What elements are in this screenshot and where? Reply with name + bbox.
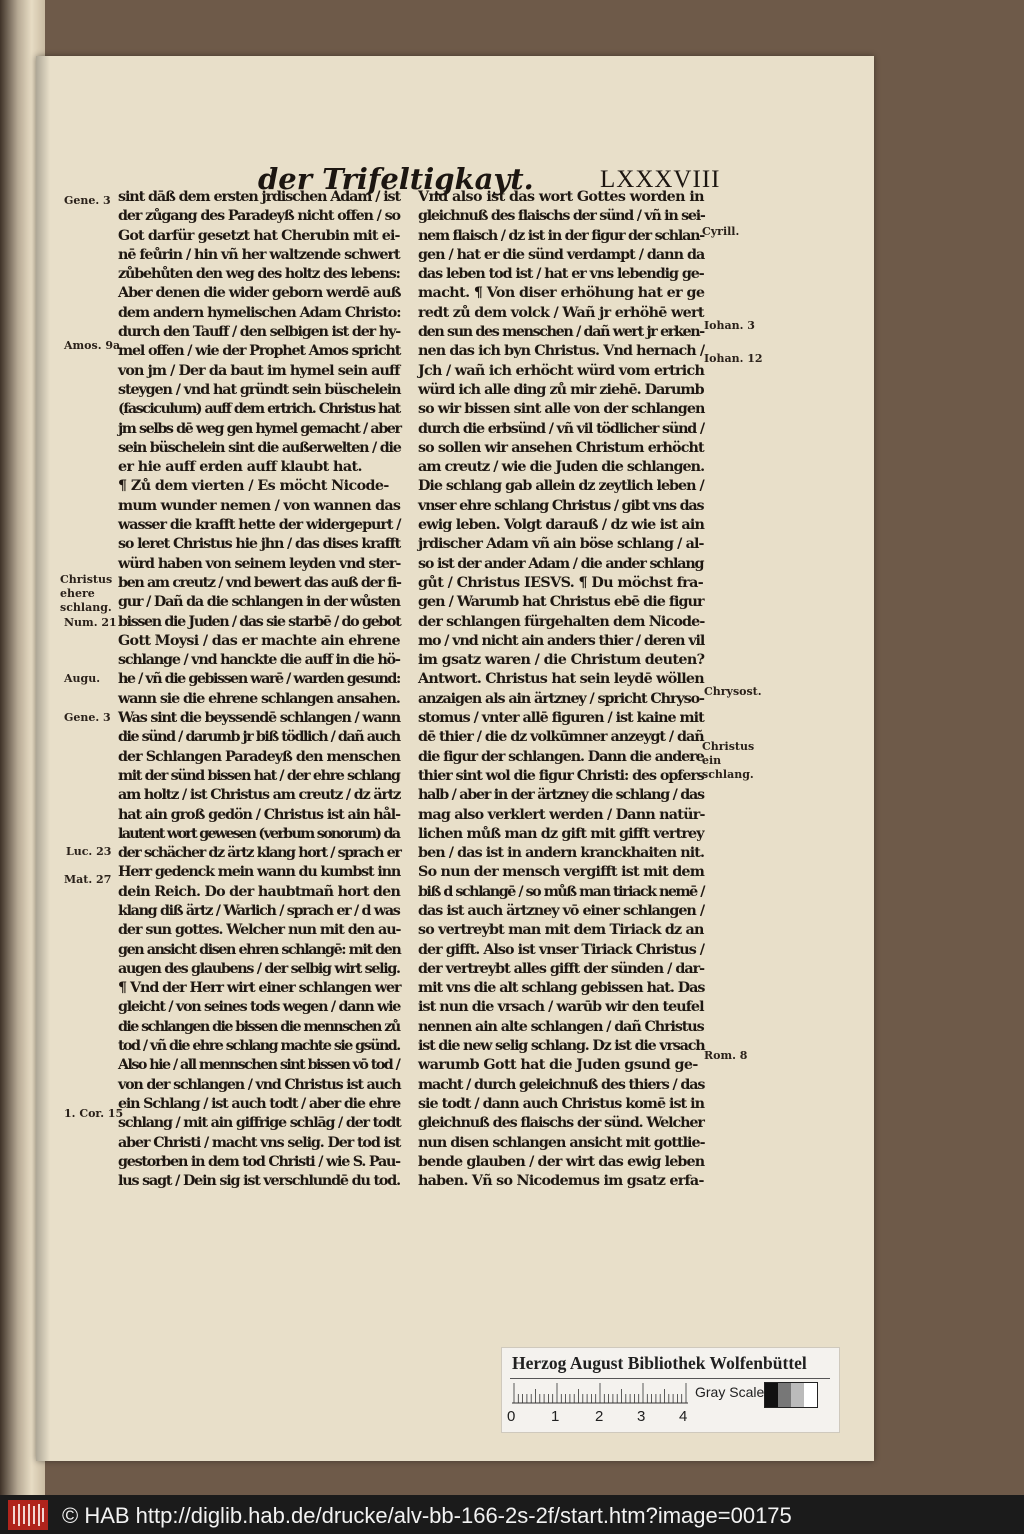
text-line: haben. Vñ so Nicodemus im gsatz erfa- <box>418 1173 704 1190</box>
text-line: gleicht / von seines tods wegen / dann wie <box>118 999 401 1016</box>
margin-note: Christus ein schlang. <box>702 740 755 781</box>
text-line: am creutz / wie die Juden die schlangen. <box>418 459 705 476</box>
text-line: würd haben von seinem leyden vnd ster- <box>118 555 401 572</box>
text-line: der schlangen fürgehalten dem Nicode- <box>418 613 705 630</box>
text-line: der gifft. Also ist vnser Tiriack Christus / <box>418 941 705 958</box>
text-line: so vertreybt man mit dem Tiriack dz an <box>418 922 704 939</box>
text-line: gleichnuß des flaischs der sünd / vñ in sei- <box>418 208 705 225</box>
text-line: hat ain groß gedön / Christus ist ain hål- <box>118 806 401 823</box>
text-line: gur / Dañ da die schlangen in der wůsten <box>118 594 400 611</box>
text-line: wasser die krafft hette der widergepurt / <box>118 517 401 534</box>
text-line: dē thier / die dz volkūmner anzeygt / dañ <box>418 729 704 746</box>
margin-note: Gene. 3 <box>64 194 111 207</box>
margin-note: Cyrill. <box>702 225 740 238</box>
text-line: bissen die Juden / das sie starbē / do gebot <box>118 613 401 630</box>
text-line: warumb Gott hat die Juden gsund ge- <box>418 1057 698 1074</box>
text-line: lus sagt / Dein sig ist verschlundē du tod. <box>118 1173 400 1190</box>
text-line: der vertreybt alles gifft der sünden / dar- <box>418 960 705 977</box>
text-line: gleichnuß des flaischs der sünd. Welcher <box>418 1115 704 1132</box>
margin-note: Iohan. 3 <box>704 319 755 332</box>
ruler-number: 4 <box>679 1408 688 1425</box>
gray-scale-swatch <box>764 1382 818 1408</box>
text-line: macht / durch geleichnuß des thiers / das <box>418 1076 705 1093</box>
text-line: ist die new selig schlang. Dz ist die vrsach <box>418 1038 705 1055</box>
text-line: jm selbs dē weg gen hymel gemacht / aber <box>118 420 401 437</box>
text-line: ¶ Vnd der Herr wirt einer schlangen wer <box>118 980 401 997</box>
text-line: von jm / Der da baut im hymel sein auff <box>118 362 400 379</box>
text-line: der zůgang des Paradeyß nicht offen / so <box>118 208 400 225</box>
text-line: gestorben in dem tod Christi / wie S. Pau- <box>118 1153 400 1170</box>
folio-number: LXXXVIII <box>600 166 721 193</box>
divider <box>510 1378 830 1379</box>
ruler-number: 2 <box>595 1408 604 1425</box>
right-text-column <box>418 188 704 1191</box>
text-line: aber Christi / macht vns selig. Der tod ist <box>118 1134 401 1151</box>
text-line: die schlangen die bissen die mennschen zů <box>118 1018 400 1035</box>
text-line: das leben tod ist / hat er vns lebendig ge- <box>418 266 704 283</box>
text-line: Die schlang gab allein dz zeytlich leben / <box>418 478 704 495</box>
text-line: er hie auff erden auff klaubt hat. <box>118 459 362 476</box>
margin-note: Christus ehere schlang. <box>60 573 113 614</box>
text-line: nun disen schlangen ansicht mit gottlie- <box>418 1134 705 1151</box>
text-line: Also hie / all mennschen sint bissen vō tod / <box>118 1057 400 1074</box>
text-line: steygen / vnd hat gründt sein büschelein <box>118 381 401 398</box>
footer-copyright-link[interactable]: © HAB http://diglib.hab.de/drucke/alv-bb-166-2s-2f/start.htm?image=00175 <box>62 1503 792 1528</box>
text-line: sein büschelein sint die außerwelten / die <box>118 439 401 456</box>
text-line: im gsatz waren / die Christum deuten? <box>418 652 705 669</box>
text-line: Gott Moysi / das er machte ain ehrene <box>118 632 400 649</box>
text-line: würd ich alle ding zů mir ziehē. Darumb <box>418 381 704 398</box>
text-line: mel offen / wie der Prophet Amos spricht <box>118 343 401 360</box>
text-line: schlange / vnd hanckte die auff in die hö- <box>118 652 400 669</box>
left-text-column <box>118 188 400 1191</box>
text-line: gůt / Christus IESVS. ¶ Du möchst fra- <box>418 574 704 591</box>
text-line: nē feůrin / hin vñ her waltzende schwert <box>118 246 400 263</box>
text-line: anzaigen als ain ärtzney / spricht Chryso- <box>418 690 704 707</box>
text-line: Aber denen die wider geborn werdē auß <box>118 285 401 302</box>
text-line: jrdischer Adam vñ ain böse schlang / al- <box>418 536 704 553</box>
text-line: schlang / mit ain giffrige schlāg / der todt <box>118 1115 401 1132</box>
text-line: bende glauben / der wirt das ewig leben <box>418 1153 705 1170</box>
text-line: ewig leben. Volgt darauß / dz wie ist ain <box>418 517 705 534</box>
text-line: stomus / vnter allē figuren / ist kaine mit <box>418 710 704 727</box>
text-line: ¶ Zů dem vierten / Es möcht Nicode- <box>118 478 389 495</box>
text-line: durch den Tauff / den selbigen ist der hy- <box>118 324 400 341</box>
text-line: so ist der ander Adam / die ander schlang <box>418 555 704 572</box>
text-line: Got darfür gesetzt hat Cherubin mit ei- <box>118 227 400 244</box>
gray-scale-label: Gray Scale <box>695 1384 765 1400</box>
text-line: zůbehůten den weg des holtz des lebens: <box>118 266 400 283</box>
text-line: die sünd / darumb jr biß tödlich / dañ auch <box>118 729 400 746</box>
text-line: vnser ehre schlang Christus / gibt vns das <box>418 497 704 514</box>
text-line: die figur der schlangen. Dann die andere <box>418 748 704 765</box>
margin-note: 1. Cor. 15 <box>64 1107 124 1120</box>
text-line: macht. ¶ Von diser erhöhung hat er ge <box>418 285 705 302</box>
text-line: gen ansicht disen ehren schlangē: mit den <box>118 941 401 958</box>
text-line: redt zů dem volck / Wañ jr erhöhē wert <box>418 304 704 321</box>
ruler-number: 0 <box>507 1408 516 1425</box>
text-line: nennen ain alte schlangen / dañ Christus <box>418 1018 704 1035</box>
text-line: mum wunder nemen / von wannen das <box>118 497 401 514</box>
text-line: Antwort. Christus hat sein leydē wöllen <box>418 671 704 688</box>
text-line: ist nun die vrsach / warūb wir den teufel <box>418 999 704 1016</box>
ruler-number: 3 <box>637 1408 646 1425</box>
text-line: biß d schlangē / so můß man tiriack nemē / <box>418 883 705 900</box>
text-line: den sun des menschen / dañ wert jr erken- <box>418 324 704 341</box>
margin-note: Gene. 3 <box>64 711 111 724</box>
text-line: durch die erbsünd / vñ vil tödlicher sünd / <box>418 420 704 437</box>
text-line: dem andern hymelischen Adam Christo: <box>118 304 401 321</box>
text-line: so wir bissen sint alle von der schlangen <box>418 401 705 418</box>
margin-note: Augu. <box>64 672 101 685</box>
text-line: der schächer dz ärtz klang hort / sprach er <box>118 845 401 862</box>
text-line: nem flaisch / dz ist in der figur der schlan- <box>418 227 704 244</box>
text-line: von der schlangen / vnd Christus ist auch <box>118 1076 401 1093</box>
text-line: sint dāß dem ersten jrdischen Adam / ist <box>118 189 400 205</box>
scale-card-title: Herzog August Bibliothek Wolfenbüttel <box>512 1353 807 1373</box>
margin-note: Chrysost. <box>704 685 762 698</box>
text-line: mo / vnd nicht ain anders thier / deren vil <box>418 632 705 649</box>
text-line: tod / vñ die ehre schlang machte sie gsünd. <box>118 1038 400 1055</box>
ruler-icon <box>512 1382 688 1404</box>
text-line: gen / hat er die sünd verdampt / dann da <box>418 246 705 263</box>
running-head: der Trifeltigkayt. <box>258 162 534 196</box>
text-line: dein Reich. Do der haubtmañ hort den <box>118 883 401 900</box>
text-line: lichen můß man dz gift mit gifft vertrey <box>418 825 704 842</box>
text-line: wann sie die ehrene schlangen ansahen. <box>118 690 400 707</box>
text-line: Vnd also ist das wort Gottes worden in <box>418 189 704 205</box>
text-line: augen des glaubens / der selbig wirt selig. <box>118 960 400 977</box>
color-scale-card <box>501 1347 840 1433</box>
text-line: der sun gottes. Welcher nun mit den au- <box>118 922 401 939</box>
text-line: So nun der mensch vergifft ist mit dem <box>418 864 705 881</box>
hab-logo-icon <box>8 1500 48 1530</box>
ruler-number: 1 <box>551 1408 560 1425</box>
text-line: gen / Warumb hat Christus ebē die figur <box>418 594 704 611</box>
text-line: so leret Christus hie jhn / das dises krafft <box>118 536 401 553</box>
text-line: he / vñ die gebissen warē / warden gesund: <box>118 671 400 688</box>
margin-note: Amos. 9a <box>64 339 121 352</box>
text-line: mit vns die alt schlang gebissen hat. Das <box>418 980 705 997</box>
margin-note: Luc. 23 <box>66 845 112 858</box>
text-line: klang diß ärtz / Warlich / sprach er / d was <box>118 902 400 919</box>
text-line: mag also verklert werden / Dann natür- <box>418 806 705 823</box>
margin-note: Num. 21 <box>64 616 117 629</box>
text-line: der Schlangen Paradeyß den menschen <box>118 748 401 765</box>
margin-note: Mat. 27 <box>64 873 112 886</box>
ruler-numbers <box>507 1408 697 1428</box>
text-line: ben am creutz / vnd bewert das auß der fi- <box>118 574 401 591</box>
text-line: (fasciculum) auff dem ertrich. Christus hat <box>118 401 400 418</box>
text-line: halb / aber in der ärtzney die schlang / das <box>418 787 704 804</box>
margin-note: Rom. 8 <box>704 1049 748 1062</box>
text-line: am holtz / ist Christus am creutz / dz ärtz <box>118 787 401 804</box>
text-line: nen das ich byn Christus. Vnd hernach / <box>418 343 705 360</box>
text-line: das ist auch ärtzney vō einer schlangen / <box>418 902 705 919</box>
margin-note: Iohan. 12 <box>704 352 763 365</box>
text-line: so sollen wir ansehen Christum erhöcht <box>418 439 704 456</box>
text-line: lautent wort gewesen (verbum sonorum) da <box>118 825 400 842</box>
text-line: mit der sünd bissen hat / der ehre schlang <box>118 767 400 784</box>
text-line: thier sint wol die figur Christi: des opfers <box>418 767 704 784</box>
text-line: ben / das ist in andern kranckhaiten nit. <box>418 845 705 862</box>
text-line: ein Schlang / ist auch todt / aber die ehre <box>118 1095 401 1112</box>
text-line: sie todt / dann auch Christus komē ist in <box>418 1095 704 1112</box>
text-line: Was sint die beyssendē schlangen / wann <box>118 710 400 727</box>
text-line: Herr gedenck mein wann du kumbst inn <box>118 864 401 881</box>
text-line: Jch / wañ ich erhöcht würd vom ertrich <box>418 362 705 379</box>
